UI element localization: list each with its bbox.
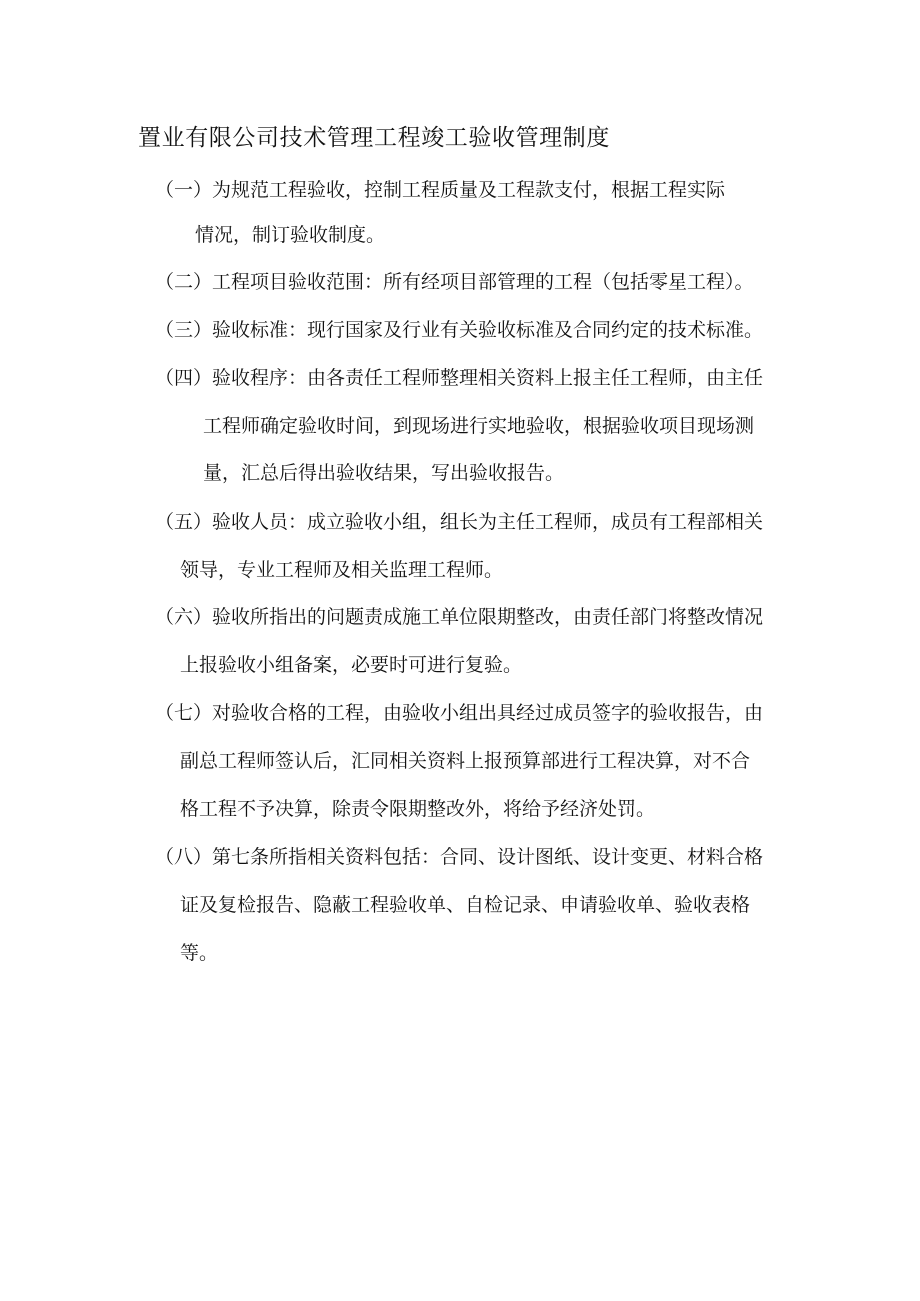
section-number: （一） — [155, 179, 213, 201]
section-number: （五） — [155, 511, 213, 533]
section-text: 验收所指出的问题责成施工单位限期整改，由责任部门将整改情况 — [212, 606, 764, 628]
section-4-line-2: 工程师确定验收时间，到现场进行实地验收，根据验收项目现场测 — [203, 415, 755, 437]
section-text: 验收程序：由各责任工程师整理相关资料上报主任工程师，由主任 — [212, 367, 764, 389]
section-text: 第七条所指相关资料包括：合同、设计图纸、设计变更、材料合格 — [212, 846, 764, 868]
section-4-line-3: 量，汇总后得出验收结果，写出验收报告。 — [203, 462, 565, 484]
section-7-first-line — [155, 698, 763, 728]
section-text: 对验收合格的工程，由验收小组出具经过成员签字的验收报告，由 — [212, 702, 764, 724]
section-5-line-2: 领导，专业工程师及相关监理工程师。 — [180, 559, 504, 581]
section-text: 工程项目验收范围：所有经项目部管理的工程（包括零星工程）。 — [212, 271, 754, 293]
section-8-line-2: 证及复检报告、隐蔽工程验收单、自检记录、申请验收单、验收表格 — [180, 894, 751, 916]
section-7-line-3: 格工程不予决算，除责令限期整改外，将给予经济处罚。 — [180, 798, 656, 820]
section-1-first-line — [155, 175, 725, 205]
section-number: （三） — [155, 319, 213, 341]
section-1-line-2: 情况，制订验收制度。 — [195, 224, 386, 246]
section-number: （七） — [155, 702, 213, 724]
section-5-first-line — [155, 507, 763, 537]
document-title: 置业有限公司技术管理工程竣工验收管理制度 — [138, 125, 610, 151]
section-8-first-line — [155, 842, 763, 872]
section-6-first-line — [155, 602, 763, 632]
section-number: （二） — [155, 271, 213, 293]
section-number: （八） — [155, 846, 213, 868]
section-6-line-2: 上报验收小组备案，必要时可进行复验。 — [180, 654, 523, 676]
section-3-first-line — [155, 315, 763, 345]
section-text: 为规范工程验收，控制工程质量及工程款支付，根据工程实际 — [212, 179, 726, 201]
section-4-first-line — [155, 363, 763, 393]
section-7-line-2: 副总工程师签认后，汇同相关资料上报预算部进行工程决算，对不合 — [180, 750, 751, 772]
section-text: 验收标准：现行国家及行业有关验收标准及合同约定的技术标准。 — [212, 319, 764, 341]
section-2-first-line — [155, 267, 754, 297]
section-number: （四） — [155, 367, 213, 389]
section-8-line-3: 等。 — [180, 942, 219, 964]
section-text: 验收人员：成立验收小组，组长为主任工程师，成员有工程部相关 — [212, 511, 764, 533]
section-number: （六） — [155, 606, 213, 628]
